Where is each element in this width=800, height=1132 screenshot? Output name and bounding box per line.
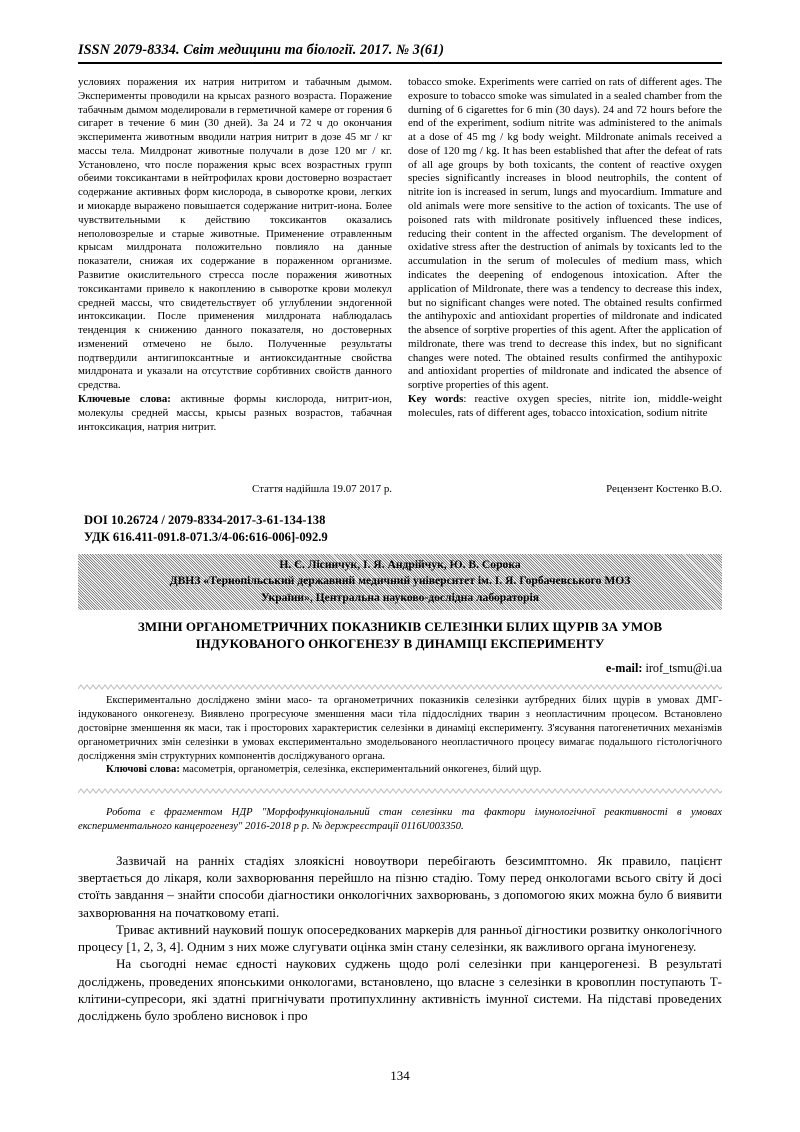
email-address[interactable]: irof_tsmu@i.ua	[642, 661, 722, 675]
body-paragraph: На сьогодні немає єдності наукових суджень щодо ролі селезінки при канцерогенезі. В результаті досліджень, проведених японськими онкологами, встановлено, що власне з селезінки в кровоплин поступають Т-клітини-супресори, які здатні пригнічувати протипухлинну активність імунної системи. На підставі проведених досліджень було зроблено висновок і про	[78, 956, 722, 1023]
abstract-en-body: tobacco smoke. Experiments were carried on rats of different ages. The exposure to tobacco smoke was simulated in a sealed chamber from the durning of 6 cigarettes for 6 min (30 days). 24 and 72 hours before the end of the experiment, sodium nitrite was administered to the animals at a dose of 45 mg / kg body weight. Mildronate animals received a dose of 120 mg / kg. It has been established that after the defeat of rats of all age groups by both toxicants, the content of reactive oxygen species significantly increases in blood neutrophils, the content of nitrite ion is increased in serum, lungs and myocardium. Immature and old animals were more sensitive to the action of toxicants. The use of poisoned rats with mildronate positively influenced these indices, reducing their content in the affected organism. The development of oxidative stress after the destruction of animals by toxicants led to the accumulation in the serum of molecules of medium mass, which indicates the deepening of endogenous intoxication. After the application of Mildronate, there was a tendency to decrease this index, but no significant changes were noted. The obtained results confirmed the antihypoxic and antioxidant properties of mildronate and indicated the absence of sorptive properties of this agent. After the application of mildronate, there was trend to decrease this index, but no significant changes were noted. The obtained results confirmed the antihypoxic and antioxidant properties of mildronate and indicated the absence of sorptive properties of this agent.	[408, 76, 722, 392]
zigzag-icon	[78, 684, 722, 690]
reviewer-name: Рецензент Костенко В.О.	[606, 483, 722, 495]
article-body	[78, 852, 722, 1024]
udc-line: УДК 616.411-091.8-071.3/4-06:616-006]-092.9	[84, 529, 328, 544]
page-number: 134	[390, 1068, 410, 1083]
affiliation-line-2: України», Центральна науково-дослідна лабораторія	[261, 590, 539, 604]
keywords-text-en: : reactive oxygen species, nitrite ion, middle-weight molecules, rats of different ages, tobacco intoxication, sodium nitrite	[408, 392, 722, 419]
running-head	[78, 42, 722, 64]
abstract-ru-body: условиях поражения их натрия нитритом и табачным дымом. Эксперименты проводили на крысах разного возраста. Поражение табачным дымом моделировали в герметичной камере от горения 6 сигарет в течение 6 мин (30 дней). За 24 и 72 ч до окончания эксперимента животным вводили натрия нитрит в дозе 45 мг / кг массы тела. Милдронат животные получали в дозе 120 мг / кг. Установлено, что после поражения крыс всех возрастных групп обеими токсикантами в нейтрофилах крови достоверно возрастает содержание активных форм кислорода, в сыворотке крови, легких и миокарде выражено повышается содержание нитрит-иона. Более чувствительными к действию токсикантов оказались неполовозрелые и старые животные. Применение отравленным крысам милдроната положительно повлияло на данные показатели, снижая их содержание в пораженном организме. Развитие окислительного стресса после поражения животных токсикантами привело к накоплению в сыворотке крови молекул средней массы, что свидетельствует об углублении эндогенной интоксикации. После применения милдроната наблюдалась тенденция к снижению данного показателя, но достоверных изменений отмечено не было. Полученные результаты подтвердили антигипоксантные и антиоксидантные свойства милдроната и указали на отсутствие сорбтивних свойств данного средства.	[78, 76, 392, 392]
keywords-label-uk: Ключові слова:	[106, 764, 180, 776]
abstract-en-keywords	[408, 393, 722, 421]
abstract-columns	[78, 76, 722, 434]
article-title-line-2: ІНДУКОВАНОГО ОНКОГЕНЕЗУ В ДИНАМІЦІ ЕКСПЕРИМЕНТУ	[195, 636, 605, 652]
author-names: Н. Є. Лісничук, І. Я. Андрійчук, Ю. В. Сорока	[279, 558, 521, 571]
abstract-ukrainian	[78, 694, 722, 777]
zigzag-separator-top	[78, 684, 722, 690]
affiliation-line-1: ДВНЗ «Тернопільський державний медичний університет ім. І. Я. Горбачевського МОЗ	[169, 574, 631, 588]
abstract-ru-keywords	[78, 393, 392, 434]
keywords-text-uk: масометрія, органометрія, селезінка, експериментальний онкогенез, білий щур.	[179, 764, 542, 776]
keywords-label-ru: Ключевые слова:	[78, 392, 171, 405]
article-title-line-1: ЗМІНИ ОРГАНОМЕТРИЧНИХ ПОКАЗНИКІВ СЕЛЕЗІНКИ БІЛИХ ЩУРІВ ЗА УМОВ	[137, 619, 663, 634]
abstract-column-russian	[78, 76, 392, 434]
identifiers-block	[84, 512, 328, 545]
article-title	[88, 618, 712, 652]
body-paragraph: Триває активний науковий пошук опосередкованих маркерів для ранньої дігностики розвитку онкологічного процесу [1, 2, 3, 4]. Одним з них може слугувати оцінка змін стану селезінки, як важливого органа імуногенезу.	[78, 921, 722, 955]
zigzag-separator-bottom	[78, 788, 722, 794]
abstract-uk-keywords	[78, 763, 722, 777]
submitted-date: Стаття надійшла 19.07 2017 р.	[251, 483, 392, 495]
running-head-text: ISSN 2079-8334. Світ медицини та біології. 2017. № 3(61)	[78, 42, 445, 58]
zigzag-icon	[78, 788, 722, 794]
body-paragraph: Зазвичай на ранніх стадіях злоякісні новоутвори перебігають безсимптомно. Як правило, пацієнт звертається до лікаря, коли захворювання перейшло на пізню стадію. Тому перед онкологами всього світу й досі стоїть завдання – знайти способи діагностики онкологічних захворювань, з допомогою яких можна було б виявити захворювання на початковому етапі.	[78, 853, 722, 920]
funding-note: Робота є фрагментом НДР "Морфофункціональний стан селезінки та фактори імунологічної реактивності в умовах експериментального канцерогенезу" 2016-2018 р р. № держреєстрації 0116U003350.	[78, 807, 722, 833]
author-affiliation-band	[78, 554, 722, 610]
doi-line: DOI 10.26724 / 2079-8334-2017-3-61-134-138	[84, 513, 326, 527]
keywords-label-en: Key words	[408, 392, 464, 405]
running-head-rule	[78, 62, 722, 64]
email-label: e-mail:	[605, 661, 643, 675]
abstract-column-english	[408, 76, 722, 434]
keywords-text-ru: активные формы кислорода, нитрит-ион, молекулы средней массы, крысы разных возрастов, табачная интоксикация, натрия нитрит.	[78, 392, 392, 433]
contact-email[interactable]	[78, 661, 722, 676]
abstract-uk-body: Експериментально досліджено зміни масо- та органометричних показників селезінки аутбредних білих щурів в умовах ДМГ-індукованого онкогенезу. Виявлено прогресуюче зменшення маси тіла піддослідних тварин з неопластичним процесом. Встановлено достовірне зменшення як маси, так і просторових характеристик селезінки в динаміці експерименту. З'ясування патогенетичних механізмів органометричних змін селезінки в умовах експериментально змодельованого неопластичного процесу вимагає подальшого гістологічного дослідження змін структурних компонентів досліджуваного органа.	[78, 695, 722, 762]
